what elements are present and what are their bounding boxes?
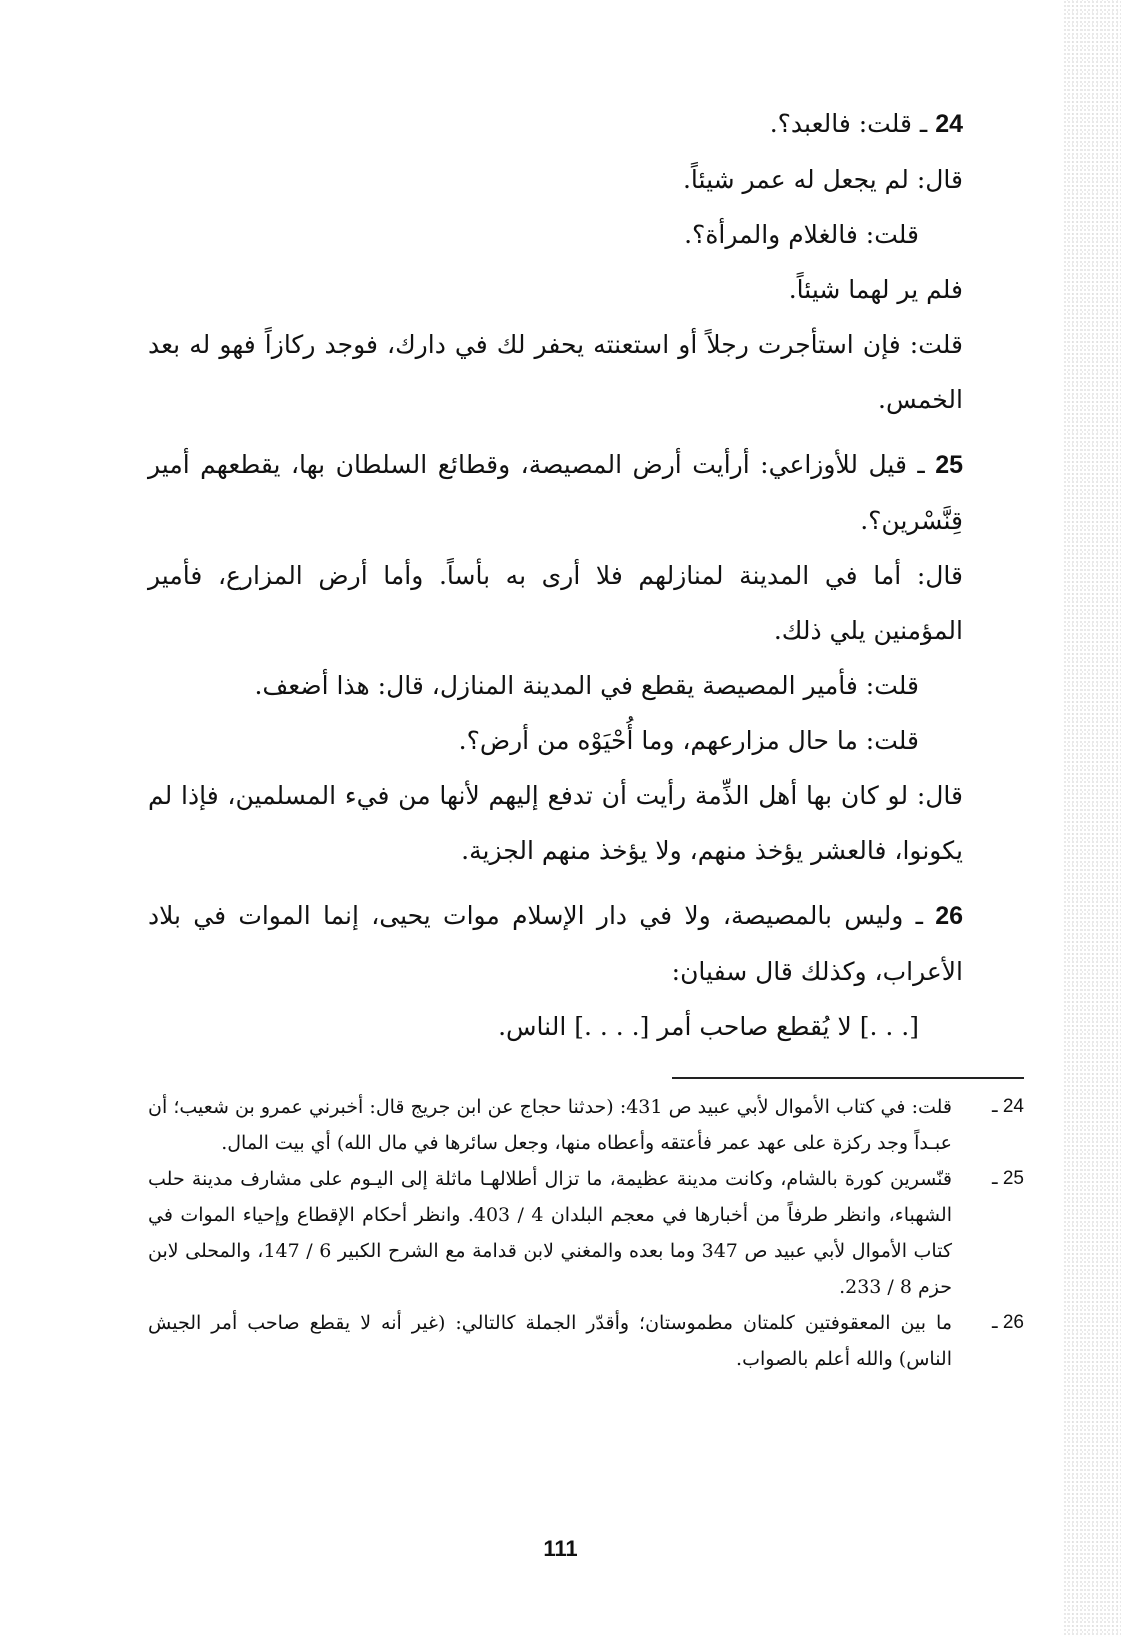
footnote-text: قلت: في كتاب الأموال لأبي عبيد ص 431: (حدثنا حجاج عن ابن جريج قال: أخبرني عمرو بن شعيب؛ أن عبـداً وجد ركزة على عهد عمر فأعتقه وأعطاه منها، وجعل سائرها في مال الله) أي بيت المال. (148, 1096, 952, 1154)
paragraph-25-line-2: قال: أما في المدينة لمنازلهم فلا أرى به بأساً. وأما أرض المزارع، فأمير المؤمنين يلي ذلك. (148, 561, 963, 645)
footnote-25 (148, 1161, 1024, 1305)
paragraph-24-line-4: فلم ير لهما شيئاً. (788, 275, 963, 304)
paragraph-25-line-3: قلت: فأمير المصيصة يقطع في المدينة المنازل، قال: هذا أضعف. (254, 671, 919, 700)
footnotes (148, 1089, 1024, 1377)
footnote-24 (148, 1089, 1024, 1161)
paragraph-24-line-5: قلت: فإن استأجرت رجلاً أو استعنته يحفر لك في دارك، فوجد ركازاً فهو له بعد الخمس. (148, 330, 963, 414)
paragraph-24-text: ـ قلت: فالعبد؟. (769, 109, 928, 138)
paragraph-25-line-5: قال: لو كان بها أهل الذِّمة رأيت أن تدفع إليهم لأنها من فيء المسلمين، فإذا لم يكونوا، فالعشر يؤخذ منهم، ولا يؤخذ منهم الجزية. (148, 781, 963, 865)
footnote-text: قنّسرين كورة بالشام، وكانت مدينة عظيمة، ما تزال أطلالهـا ماثلة إلى اليـوم على مشارف مدينة حلب الشهباء، وانظر طرفاً من أخبارها في معجم البلدان 4 / 403. وانظر أحكام الإقطاع وإحياء الموات في كتاب الأموال لأبي عبيد ص 347 وما بعده والمغني لابن قدامة مع الشرح الكبير 6 / 147، والمحلى لابن حزم 8 / 233. (148, 1168, 952, 1298)
scan-edge-texture (1063, 0, 1121, 1636)
page-number: 111 (543, 1536, 578, 1561)
paragraph-25-line-1 (148, 437, 963, 548)
paragraph-number-25: 25 (935, 451, 963, 479)
paragraph-24-line-2: قال: لم يجعل له عمر شيئاً. (682, 165, 963, 194)
footnote-26 (148, 1305, 1024, 1377)
paragraph-number-24: 24 (935, 110, 963, 138)
paragraph-26-line-1 (148, 888, 963, 999)
footnote-text: ما بين المعقوفتين كلمتان مطموستان؛ وأقدّر الجملة كالتالي: (غير أنه لا يقطع صاحب أمر الجيش الناس) والله أعلم بالصواب. (148, 1312, 952, 1370)
paragraph-number-26: 26 (935, 902, 963, 930)
paragraph-24-line-3: قلت: فالغلام والمرأة؟. (684, 220, 919, 249)
footnote-number: 25 ـ (992, 1168, 1024, 1189)
footnote-number: 26 ـ (992, 1312, 1024, 1333)
paragraph-25-line-4: قلت: ما حال مزارعهم، وما أُحْيَوْه من أرض؟. (458, 726, 919, 755)
footnote-number: 24 ـ (992, 1096, 1024, 1117)
paragraph-26-text: ـ وليس بالمصيصة، ولا في دار الإسلام موات يحيى، إنما الموات في بلاد الأعراب، وكذلك قال سفيان: (148, 901, 963, 986)
paragraph-26-line-2: [. . .] لا يُقطع صاحب أمر [. . . .] الناس. (498, 1012, 919, 1041)
paragraph-24-line-1 (148, 96, 963, 152)
paragraph-25-text: ـ قيل للأوزاعي: أرأيت أرض المصيصة، وقطائع السلطان بها، يقطعهم أمير قِنَّسْرين؟. (148, 450, 963, 535)
footnote-divider (672, 1077, 1024, 1079)
main-text (148, 96, 963, 1054)
